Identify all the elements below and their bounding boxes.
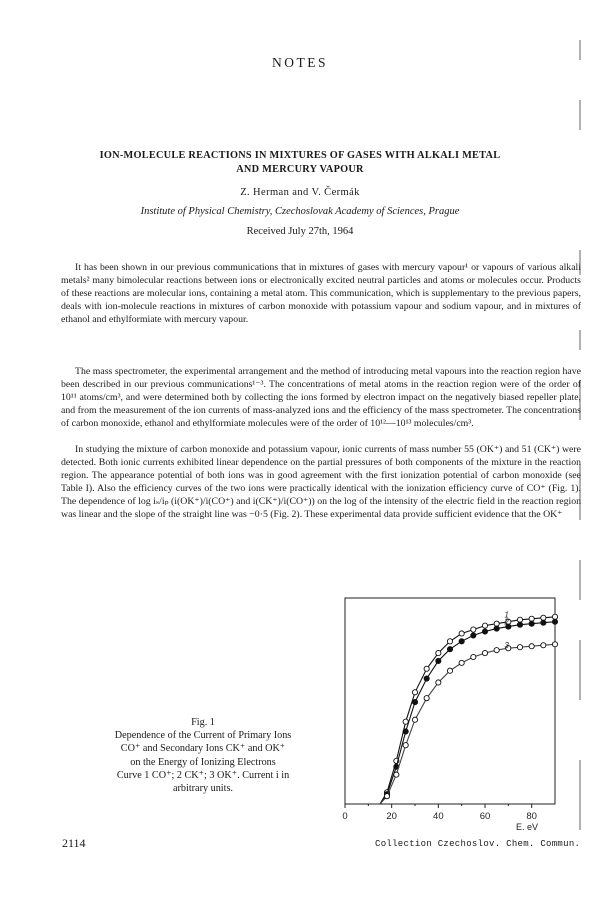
series-3-point-13 bbox=[517, 645, 522, 650]
series-1-point-6 bbox=[436, 650, 441, 655]
series-3-point-4 bbox=[412, 717, 417, 722]
series-1-point-8 bbox=[459, 631, 464, 636]
series-3-point-14 bbox=[529, 644, 534, 649]
series-1-point-14 bbox=[529, 616, 534, 621]
series-2-point-3 bbox=[403, 729, 408, 734]
series-3-point-1 bbox=[384, 794, 389, 799]
series-3-point-2 bbox=[394, 772, 399, 777]
series-2-point-8 bbox=[459, 639, 464, 644]
series-3-point-11 bbox=[494, 648, 499, 653]
series-2-point-10 bbox=[482, 629, 487, 634]
series-1-point-15 bbox=[541, 615, 546, 620]
series-3-label: 3 bbox=[504, 641, 509, 651]
margin-scan-marks bbox=[578, 0, 598, 901]
caption-line-2: Dependence of the Current of Primary Ions bbox=[114, 730, 292, 742]
series-2-point-4 bbox=[412, 699, 417, 704]
series-2-line bbox=[380, 622, 555, 804]
series-1-point-11 bbox=[494, 621, 499, 626]
x-tick-label-20: 20 bbox=[386, 811, 397, 822]
paragraph-1-text: It has been shown in our previous communications that in mixtures of gases with mercury vapour¹ or vapours of various alkali metals² many bimolecular reactions between ions or electronically excited neutral particles and atoms or molecules occur. Products of these reactions are molecular ions, containing a metal atom. This communication, which is supplementary to the previous papers, deals with ion-molecule reactions in mixtures of carbon monoxide with potassium vapour and sodium vapour, and in mixtures of ethanol and ethylformiate with mercury vapour. bbox=[61, 262, 581, 325]
x-tick-label-40: 40 bbox=[433, 811, 444, 822]
series-2-point-5 bbox=[424, 676, 429, 681]
received-date: Received July 27th, 1964 bbox=[246, 226, 354, 237]
series-1-point-16 bbox=[552, 614, 557, 619]
series-3-point-7 bbox=[447, 668, 452, 673]
paragraph-3-text: In studying the mixture of carbon monoxide and potassium vapour, ionic currents of mass number 55 (OK⁺) and 51 (CK⁺) were detected. Both ionic currents exhibited linear dependence on the partial pressures of both components of the mixture in the reaction region. The appearance potential of both ions was in good agreement with the first ionization potential of carbon monoxide (see Table I). Also the efficiency curves of the two ions were practically identical with the ionization efficiency curve of CO⁺ (Fig. 1). The dependence of log iₛ/iₚ (i(OK⁺)/i(CO⁺) and i(CK⁺)/i(CO⁺)) on the log of the intensity of the electric field in the reaction region was linear and the slope of the straight line was −0·5 (Fig. 2). These experimental data provide sufficient evidence that the OK⁺ bbox=[61, 444, 581, 520]
paper-title-line-1: ION-MOLECULE REACTIONS IN MIXTURES OF GASES WITH ALKALI METAL bbox=[99, 150, 501, 161]
authors: Z. Herman and V. Čermák bbox=[240, 187, 360, 198]
caption-line-1: Fig. 1 bbox=[191, 717, 215, 728]
series-3-point-15 bbox=[541, 643, 546, 648]
series-2-point-14 bbox=[529, 621, 534, 626]
series-1-point-4 bbox=[412, 690, 417, 695]
figure-caption bbox=[78, 716, 328, 795]
paragraph-3 bbox=[61, 443, 581, 521]
x-tick-label-60: 60 bbox=[479, 811, 491, 822]
plot-frame bbox=[345, 598, 555, 804]
page-number: 2114 bbox=[62, 836, 86, 850]
series-2-point-13 bbox=[517, 622, 522, 627]
section-header: NOTES bbox=[272, 55, 328, 70]
series-1-point-7 bbox=[447, 639, 452, 644]
paragraph-2 bbox=[61, 365, 581, 430]
series-3-point-6 bbox=[436, 680, 441, 685]
series-1-point-10 bbox=[482, 623, 487, 628]
caption-line-6: arbitrary units. bbox=[173, 783, 233, 795]
series-3-point-10 bbox=[482, 650, 487, 655]
caption-line-4: on the Energy of Ionizing Electrons bbox=[130, 756, 276, 768]
series-3-point-3 bbox=[403, 743, 408, 748]
series-3-point-5 bbox=[424, 696, 429, 701]
figure-1-chart bbox=[330, 590, 560, 830]
series-2-point-9 bbox=[471, 633, 476, 638]
chart-svg bbox=[330, 590, 560, 830]
series-1-label: 1 bbox=[504, 610, 509, 620]
series-1-line bbox=[380, 617, 555, 804]
series-3-point-8 bbox=[459, 660, 464, 665]
x-tick-label-0: 0 bbox=[342, 811, 348, 822]
paper-title bbox=[40, 149, 560, 177]
journal-name: Collection Czechoslov. Chem. Commun. bbox=[375, 839, 581, 849]
affiliation: Institute of Physical Chemistry, Czechoslovak Academy of Sciences, Prague bbox=[140, 206, 460, 217]
series-1-point-3 bbox=[403, 719, 408, 724]
paragraph-2-text: The mass spectrometer, the experimental arrangement and the method of introducing metal vapours into the reaction region have been described in our previous communications¹⁻³. The concentrations of metal atoms in the reaction region were of the order of 10¹¹ atoms/cm³, and were determined both by collecting the ions formed by electron impact on the negatively biased repeller plate, and from the measurement of the ion currents of mass-analyzed ions and the efficiency of the mass spectrometer. The concentrations of carbon monoxide, ethanol and ethylformiate molecules were of the order of 10¹²—10¹³ molecules/cm³. bbox=[61, 366, 581, 429]
x-axis-label: E, eV bbox=[515, 822, 539, 830]
paper-title-line-2: AND MERCURY VAPOUR bbox=[236, 164, 364, 175]
series-2-point-11 bbox=[494, 626, 499, 631]
series-1-point-9 bbox=[471, 627, 476, 632]
paragraph-1 bbox=[61, 261, 581, 326]
series-2-point-6 bbox=[436, 658, 441, 663]
series-2-point-15 bbox=[541, 620, 546, 625]
series-2-point-16 bbox=[552, 619, 557, 624]
series-3-point-9 bbox=[471, 654, 476, 659]
series-2-point-7 bbox=[447, 647, 452, 652]
x-tick-label-80: 80 bbox=[526, 811, 537, 822]
caption-line-5: Curve 1 CO⁺; 2 CK⁺; 3 OK⁺. Current i in bbox=[116, 769, 290, 781]
series-3-point-16 bbox=[552, 642, 557, 647]
series-1-point-13 bbox=[517, 617, 522, 622]
caption-line-3: CO⁺ and Secondary Ions CK⁺ and OK⁺ bbox=[120, 743, 286, 755]
series-2-label: 2 bbox=[504, 617, 509, 627]
series-1-point-5 bbox=[424, 666, 429, 671]
